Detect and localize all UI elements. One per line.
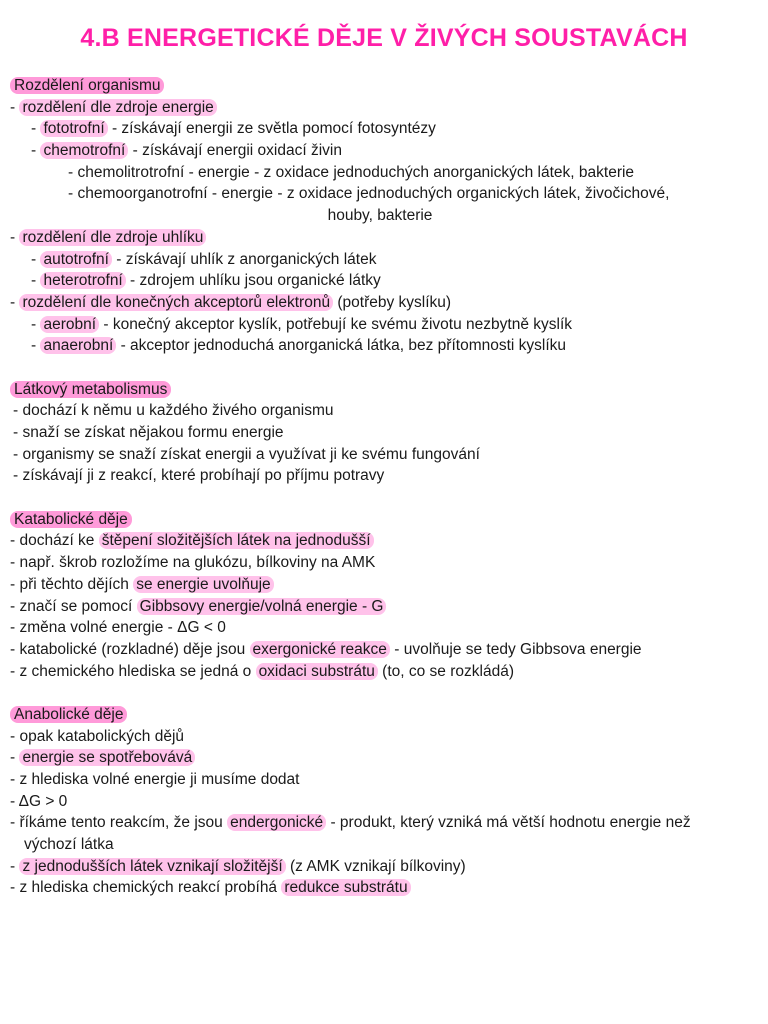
list-item: - organismy se snaží získat energii a využívat ji ke svému fungování [13, 445, 480, 463]
list-item-continuation: houby, bakterie [327, 207, 433, 225]
list-item: - získávají ji z reakcí, které probíhají po příjmu potravy [13, 467, 385, 485]
section-heading-catabolic: Katabolické děje [10, 509, 750, 531]
list-item: - z chemického hlediska se jedná o oxidaci substrátu (to, co se rozkládá) [10, 662, 514, 680]
list-item: - např. škrob rozložíme na glukózu, bílkoviny na AMK [10, 554, 376, 572]
list-item: - změna volné energie - ΔG < 0 [10, 619, 226, 637]
list-item: - z jednodušších látek vznikají složitější (z AMK vznikají bílkoviny) [10, 857, 466, 875]
section-heading-organisms: Rozdělení organismu [10, 75, 750, 97]
list-item: - anaerobní - akceptor jednoduchá anorganická látka, bez přítomnosti kyslíku [31, 337, 567, 355]
list-item: - fototrofní - získávají energii ze světla pomocí fotosyntézy [31, 120, 436, 138]
notes-body [10, 75, 750, 899]
section-gap [10, 357, 750, 379]
list-item: - katabolické (rozkladné) děje jsou exergonické reakce - uvolňuje se tedy Gibbsova energie [10, 640, 642, 658]
list-item: - snaží se získat nějakou formu energie [13, 424, 284, 441]
list-item: - rozdělení dle zdroje energie [10, 97, 750, 119]
list-item: - z hlediska chemických reakcí probíhá redukce substrátu [10, 877, 750, 899]
list-item: - autotrofní - získávají uhlík z anorganických látek [31, 250, 377, 268]
section-gap [10, 682, 750, 704]
list-item: - značí se pomocí Gibbsovy energie/volná energie - G [10, 596, 750, 618]
list-item: - aerobní - konečný akceptor kyslík, potřebují ke svému životu nezbytně kyslík [31, 315, 573, 333]
list-item: - rozdělení dle konečných akceptorů elektronů (potřeby kyslíku) [10, 293, 452, 311]
list-item: - z hlediska volné energie ji musíme dodat [10, 771, 300, 788]
list-item: - chemotrofní - získávají energii oxidací živin [31, 142, 342, 160]
list-item: - ΔG > 0 [10, 792, 68, 810]
list-item: - říkáme tento reakcím, že jsou endergonické - produkt, který vzniká má větší hodnotu energie než [10, 814, 691, 832]
list-item: - chemolitrotrofní - energie - z oxidace jednoduchých anorganických látek, bakterie [68, 163, 635, 181]
list-item: - energie se spotřebovává [10, 747, 750, 769]
list-item-continuation: výchozí látka [24, 836, 114, 854]
page-title: 4.B ENERGETICKÉ DĚJE V ŽIVÝCH SOUSTAVÁCH [80, 24, 688, 52]
list-item: - rozdělení dle zdroje uhlíku [10, 227, 750, 249]
list-item: - dochází ke štěpení složitějších látek na jednodušší [10, 530, 750, 552]
section-heading-metabolism: Látkový metabolismus [10, 379, 750, 401]
section-gap [10, 487, 750, 509]
list-item: - chemoorganotrofní - energie - z oxidace jednoduchých organických látek, živočichové, [68, 185, 670, 203]
list-item: - opak katabolických dějů [10, 727, 185, 745]
list-item: - dochází k němu u každého živého organismu [13, 402, 334, 420]
section-heading-anabolic: Anabolické děje [10, 704, 750, 726]
list-item: - při těchto dějích se energie uvolňuje [10, 574, 750, 596]
list-item: - heterotrofní - zdrojem uhlíku jsou organické látky [31, 272, 381, 290]
